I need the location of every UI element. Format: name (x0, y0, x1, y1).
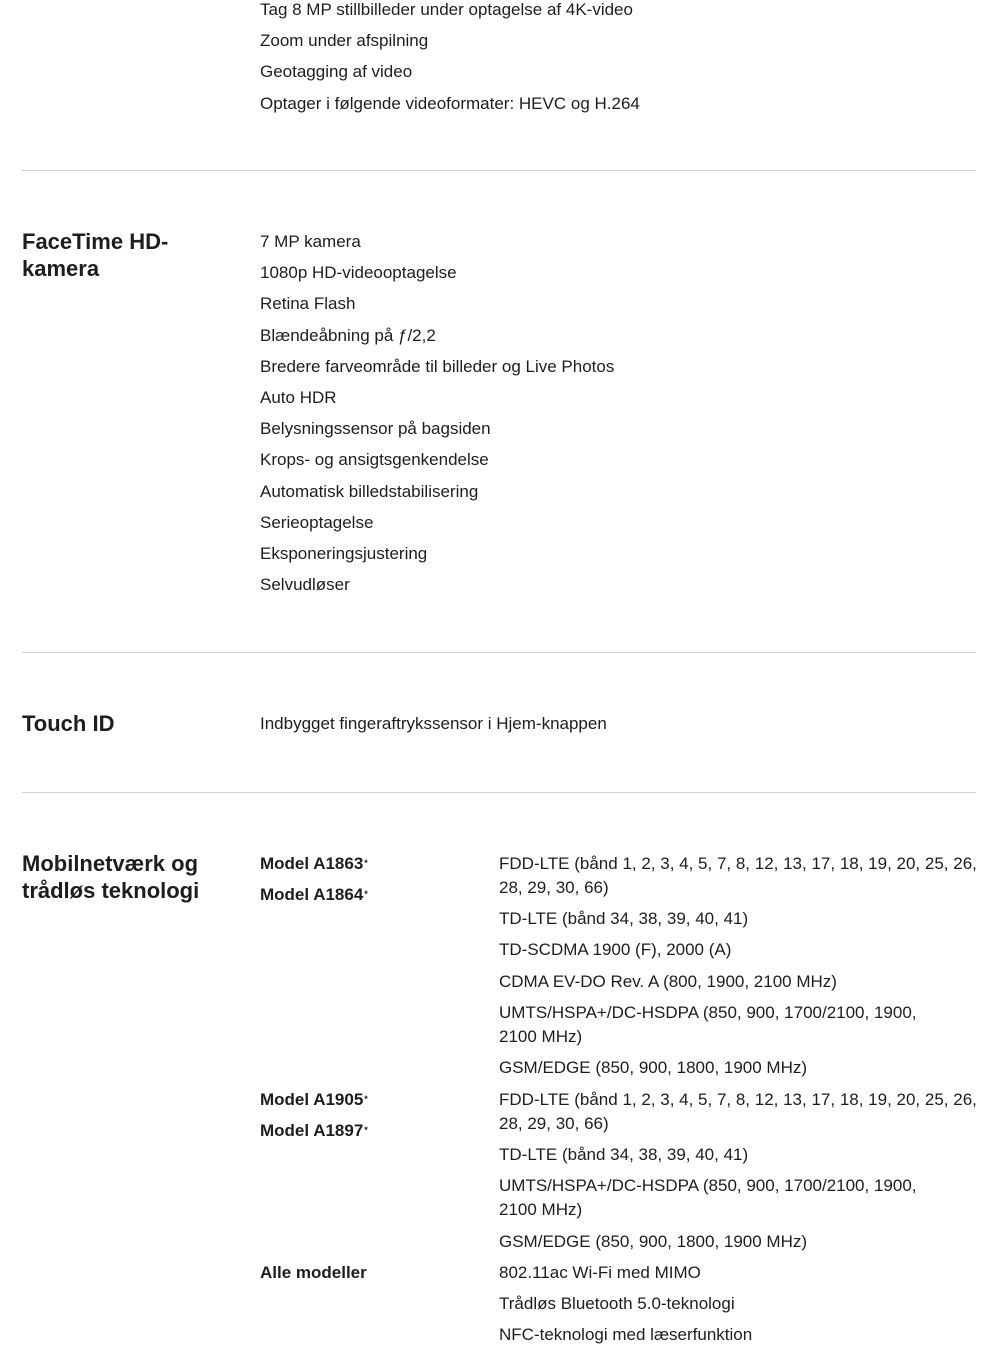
model-label: Model A1897* (260, 1121, 368, 1141)
list-item: NFC-teknologi med læserfunktion (499, 1325, 753, 1345)
list-item: Automatisk billedstabilisering (260, 481, 479, 501)
footnote-mark: * (364, 889, 368, 900)
network-spec-list (499, 1088, 979, 1261)
list-item: Zoom under afspilning (260, 31, 429, 51)
list-item: Selvudløser (260, 575, 350, 595)
section-title-facetime: FaceTime HD-kamera (22, 229, 169, 281)
list-item: Serieoptagelse (260, 512, 374, 532)
list-item: Geotagging af video (260, 62, 413, 82)
network-spec-list (499, 1261, 979, 1355)
section-divider (22, 170, 976, 171)
list-item: GSM/EDGE (850, 900, 1800, 1900 MHz) (499, 1231, 808, 1251)
list-item: Auto HDR (260, 387, 337, 407)
list-item: TD-SCDMA 1900 (F), 2000 (A) (499, 940, 732, 960)
list-item: Tag 8 MP stillbilleder under optagelse af 4K-video (260, 0, 633, 19)
list-item: FDD-LTE (bånd 1, 2, 3, 4, 5, 7, 8, 12, 13, 17, 18, 19, 20, 25, 26, 28, 29, 30, 66) (499, 1090, 977, 1133)
list-item: 7 MP kamera (260, 232, 361, 251)
list-item: UMTS/HSPA+/DC-HSDPA (850, 900, 1700/2100, 1900, 2100 MHz) (499, 1002, 917, 1046)
touchid-spec-list (260, 712, 607, 743)
list-item: FDD-LTE (bånd 1, 2, 3, 4, 5, 7, 8, 12, 13, 17, 18, 19, 20, 25, 26, 28, 29, 30, 66) (499, 854, 977, 897)
list-item: Trådløs Bluetooth 5.0-teknologi (499, 1294, 735, 1314)
list-item: 1080p HD-videooptagelse (260, 263, 457, 283)
footnote-mark: * (364, 1094, 368, 1104)
section-title-touch-id: Touch ID (22, 711, 115, 736)
list-item: Blændeåbning på ƒ/2,2 (260, 325, 436, 345)
facetime-spec-list (260, 230, 614, 604)
footnote-mark: * (364, 858, 368, 868)
model-label: Model A1864* (260, 885, 368, 905)
model-label: Model A1905* (260, 1090, 368, 1109)
list-item: Bredere farveområde til billeder og Live Photos (260, 356, 615, 376)
list-item: Optager i følgende videoformater: HEVC og H.264 (260, 93, 640, 113)
list-item: GSM/EDGE (850, 900, 1800, 1900 MHz) (499, 1057, 808, 1077)
list-item: Indbygget fingeraftrykssensor i Hjem-knappen (260, 714, 607, 733)
network-spec-list (499, 852, 979, 1087)
model-list (260, 852, 368, 914)
list-item: TD-LTE (bånd 34, 38, 39, 40, 41) (499, 1145, 749, 1165)
video-spec-list (260, 0, 640, 123)
list-item: Belysningssensor på bagsiden (260, 419, 491, 439)
footnote-mark: * (364, 1125, 368, 1136)
section-divider (22, 652, 976, 653)
list-item: Retina Flash (260, 294, 356, 314)
list-item: CDMA EV-DO Rev. A (800, 1900, 2100 MHz) (499, 971, 837, 991)
section-divider (22, 792, 976, 793)
model-list (260, 1261, 367, 1292)
list-item: TD-LTE (bånd 34, 38, 39, 40, 41) (499, 909, 749, 929)
model-label: Alle modeller (260, 1263, 367, 1282)
model-label: Model A1863* (260, 854, 368, 873)
model-list (260, 1088, 368, 1150)
list-item: Krops- og ansigtsgenkendelse (260, 450, 489, 470)
list-item: UMTS/HSPA+/DC-HSDPA (850, 900, 1700/2100, 1900, 2100 MHz) (499, 1176, 917, 1220)
section-title-mobile: Mobilnetværk og trådløs teknologi (22, 851, 200, 903)
list-item: Eksponeringsjustering (260, 543, 428, 563)
list-item: 802.11ac Wi-Fi med MIMO (499, 1263, 701, 1282)
